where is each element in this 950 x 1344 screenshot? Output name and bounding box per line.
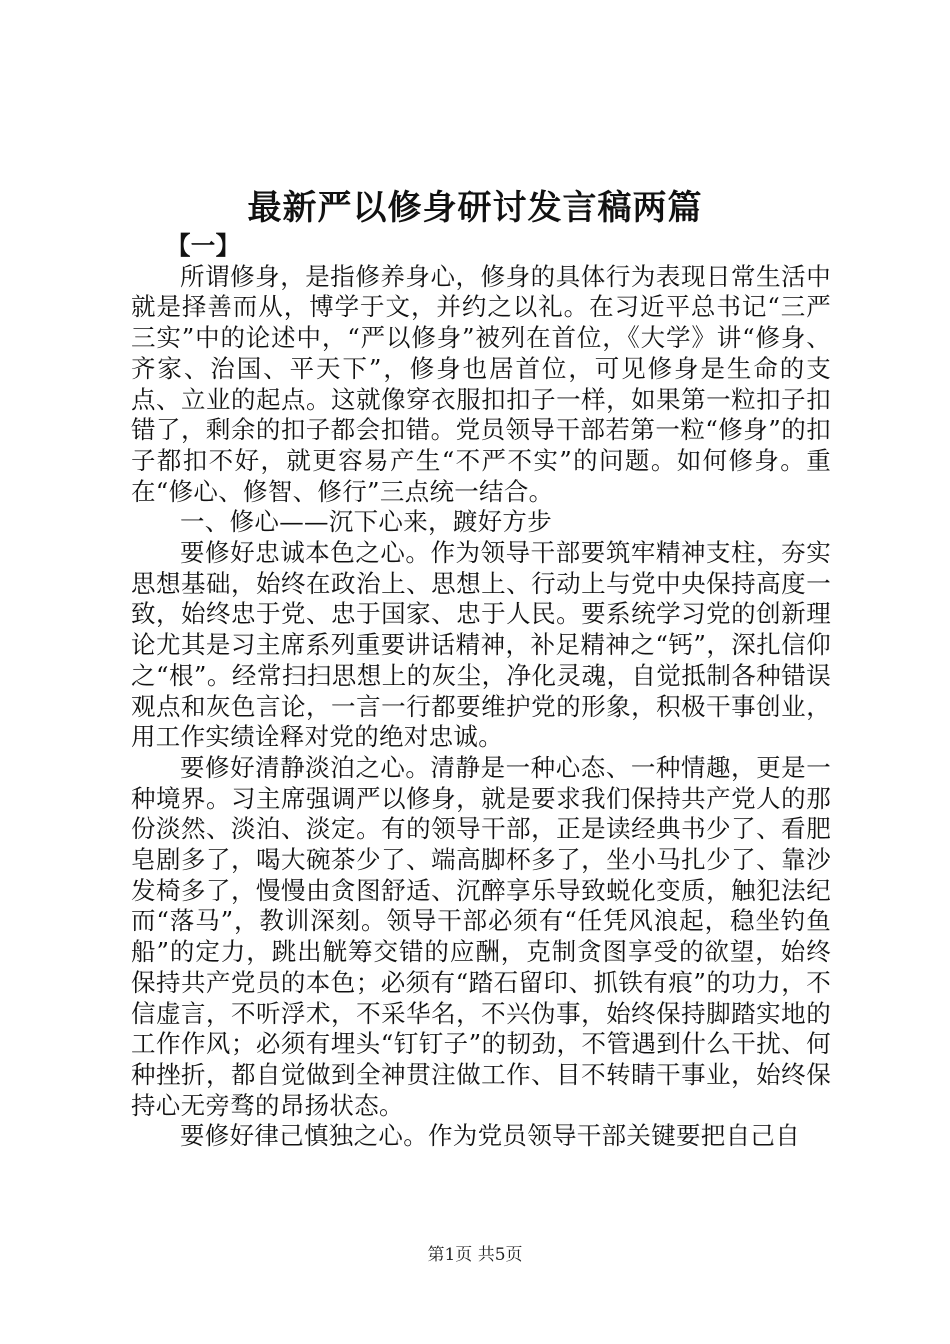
- paragraph-self-discipline: 要修好律己慎独之心。作为党员领导干部关键要把自己自: [180, 1121, 800, 1151]
- page-footer: 第1页 共5页: [427, 1245, 523, 1265]
- document-title: 最新严以修身研讨发言稿两篇: [247, 188, 703, 228]
- section-marker: 【一】: [166, 231, 241, 260]
- document-body: [131, 231, 831, 1152]
- paragraph-intro: 所谓修身，是指修养身心，修身的具体行为表现日常生活中就是择善而从，博学于文，并约之以礼。在习近平总书记“三严三实”中的论述中，“严以修身”被列在首位，《大学》讲“修身、齐家、治国、平天下”，修身也居首位，可见修身是生命的支点、立业的起点。这就像穿衣服扣扣子一样，如果第一粒扣子扣错了，剩余的扣子都会扣错。党员领导干部若第一粒“修身”的扣子都扣不好，就更容易产生“不严不实”的问题。如何修身。重在“修心、修智、修行”三点统一结合。: [131, 261, 832, 506]
- section-heading: 一、修心——沉下心来，踱好方步: [180, 507, 552, 537]
- paragraph-loyalty: 要修好忠诚本色之心。作为领导干部要筑牢精神支柱，夯实思想基础，始终在政治上、思想上、行动上与党中央保持高度一致，始终忠于党、忠于国家、忠于人民。要系统学习党的创新理论尤其是习主席系列重要讲话精神，补足精神之“钙”，深扎信仰之“根”。经常扫扫思想上的灰尘，净化灵魂，自觉抵制各种错误观点和灰色言论，一言一行都要维护党的形象，积极干事创业，用工作实绩诠释对党的绝对忠诚。: [131, 538, 831, 752]
- paragraph-tranquility: 要修好清静淡泊之心。清静是一种心态、一种情趣，更是一种境界。习主席强调严以修身，就是要求我们保持共产党人的那份淡然、淡泊、淡定。有的领导干部，正是读经典书少了、看肥皂剧多了，喝大碗茶少了、端高脚杯多了，坐小马扎少了、靠沙发椅多了，慢慢由贪图舒适、沉醉享乐导致蜕化变质，触犯法纪而“落马”，教训深刻。领导干部必须有“任凭风浪起，稳坐钓鱼船”的定力，跳出觥筹交错的应酬，克制贪图享受的欲望，始终保持共产党员的本色；必须有“踏石留印、抓铁有痕”的功力，不信虚言，不听浮术，不采华名，不兴伪事，始终保持脚踏实地的工作作风；必须有埋头“钉钉子”的韧劲，不管遇到什么干扰、何种挫折，都自觉做到全神贯注做工作、目不转睛干事业，始终保持心无旁骛的昂扬状态。: [131, 752, 832, 1120]
